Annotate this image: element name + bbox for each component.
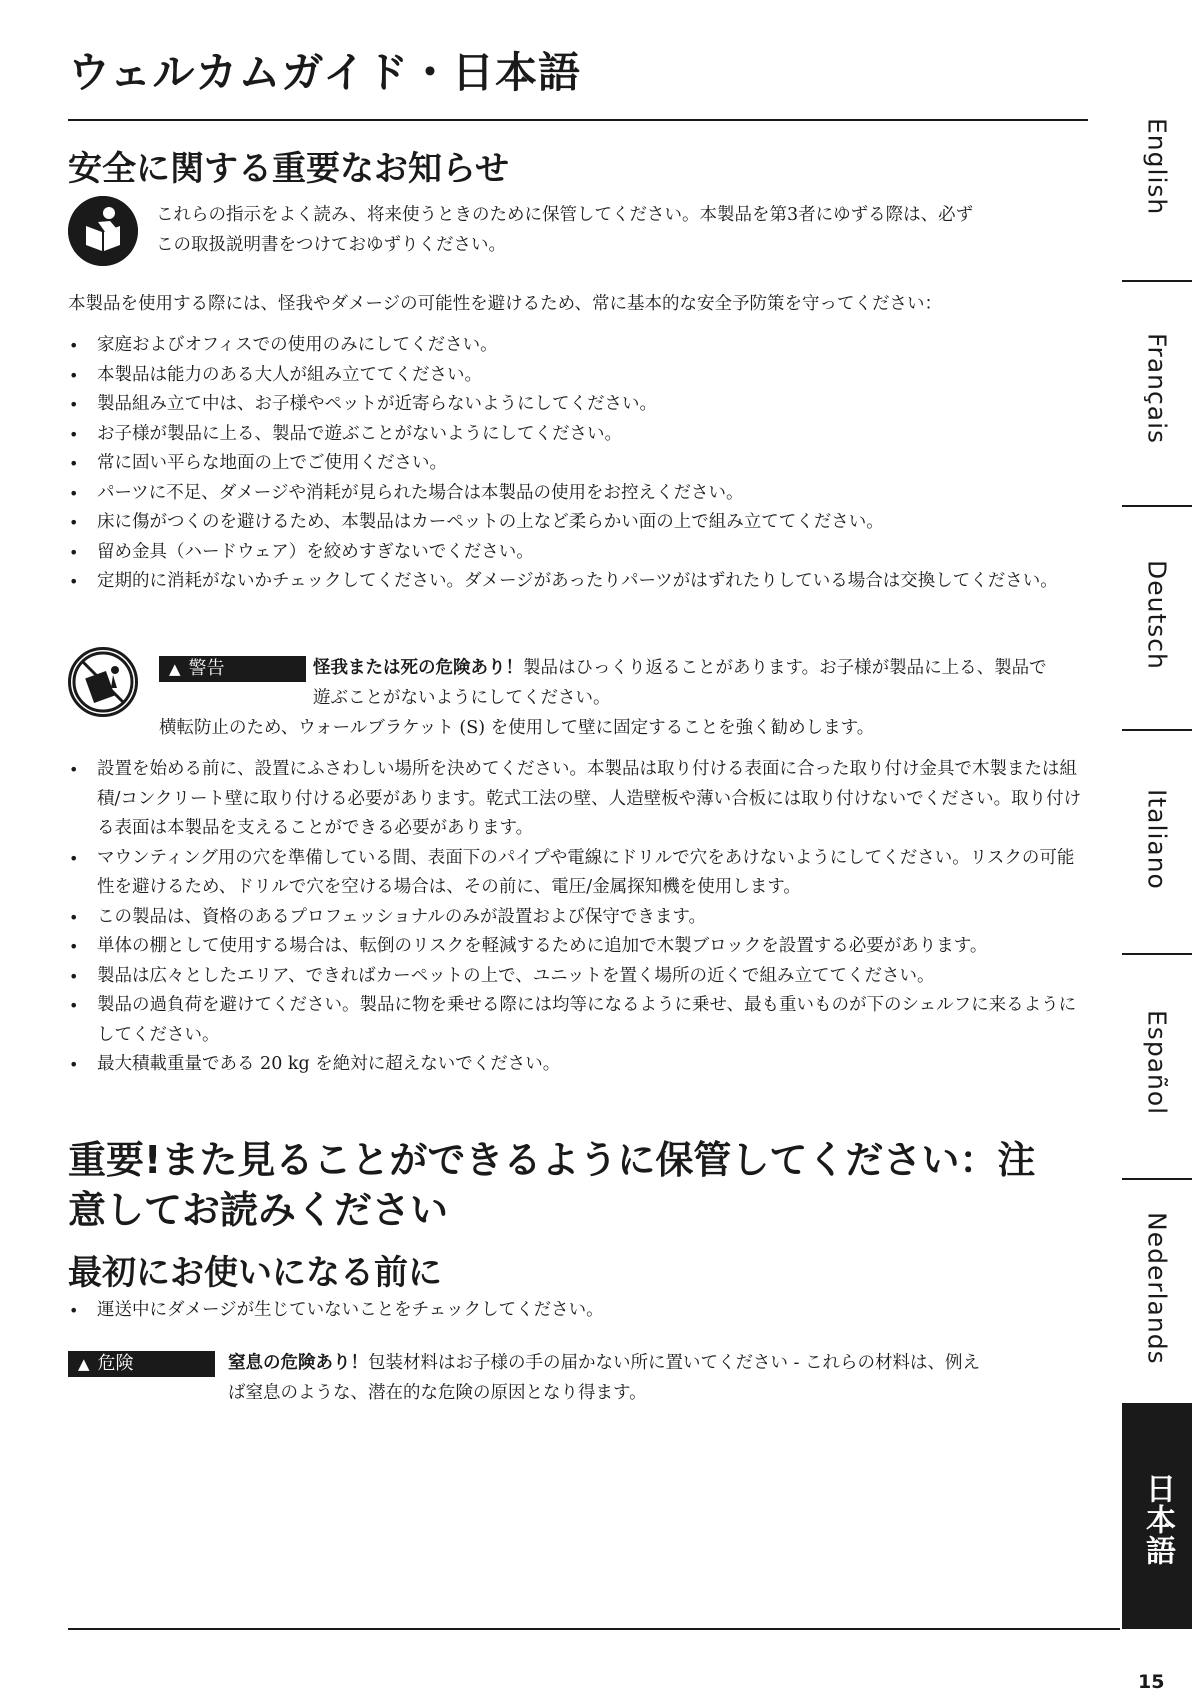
list-item: • 定期的に消耗がないかチェックしてください。ダメージがあったりパーツがはずれたりしている場合は交換してください。 xyxy=(68,567,1088,597)
tab-label: 日本語 xyxy=(1140,1473,1175,1566)
tab-espanol[interactable] xyxy=(1122,1010,1192,1170)
page-number: 15 xyxy=(1138,1671,1165,1693)
safety-intro-line2: この取扱説明書をつけておゆずりください。 xyxy=(156,235,506,255)
list-item: • 床に傷がつくのを避けるため、本製品はカーペットの上など柔らかい面の上で組み立ててください。 xyxy=(68,508,1088,538)
read-manual-icon xyxy=(68,196,138,266)
list-item: • 家庭およびオフィスでの使用のみにしてください。 xyxy=(68,331,1088,361)
safety-intro xyxy=(156,200,1086,260)
list-item: • 本製品は能力のある大人が組み立ててください。 xyxy=(68,361,1088,391)
danger-bold: 窒息の危険あり！ xyxy=(228,1353,368,1373)
list-item: • 設置を始める前に、設置にふさわしい場所を決めてください。本製品は取り付ける表面に合った取り付け金具で木製または組積/コンクリート壁に取り付ける必要があります。乾式工法の壁、人造壁板や薄い合板には取り付けないでください。取り付ける表面は本製品を支えることができる必要があります。 xyxy=(68,755,1088,844)
danger-line2: ば窒息のような、潜在的な危険の原因となり得ます。 xyxy=(228,1383,647,1403)
warning-bold: 怪我または死の危険あり！ xyxy=(313,658,523,678)
warning-follow: 横転防止のため、ウォールブラケット (S) を使用して壁に固定することを強く勧めします。 xyxy=(159,718,875,738)
title-divider xyxy=(68,119,1088,121)
list-item: • 常に固い平らな地面の上でご使用ください。 xyxy=(68,449,1088,479)
warning-label: 警告 xyxy=(188,658,225,679)
danger-text xyxy=(228,1348,1098,1408)
tab-english[interactable] xyxy=(1122,118,1192,278)
warning-badge xyxy=(159,656,306,682)
list-item: • 運送中にダメージが生じていないことをチェックしてください。 xyxy=(68,1296,1088,1326)
tab-divider xyxy=(1122,729,1192,731)
tab-label: Español xyxy=(1142,1010,1172,1116)
warning-text xyxy=(313,653,1063,713)
list-item: • この製品は、資格のあるプロフェッショナルのみが設置および保守できます。 xyxy=(68,903,1088,933)
footer-divider xyxy=(68,1628,1120,1630)
warning-triangle-icon: ▲ xyxy=(169,660,181,678)
list-item: • パーツに不足、ダメージや消耗が見られた場合は本製品の使用をお控えください。 xyxy=(68,479,1088,509)
first-use-list xyxy=(68,1296,1088,1326)
danger-triangle-icon: ▲ xyxy=(78,1355,90,1373)
tab-nederlands[interactable] xyxy=(1122,1212,1192,1402)
tab-italiano[interactable] xyxy=(1122,789,1192,949)
tab-deutsch[interactable] xyxy=(1122,560,1192,725)
danger-label: 危険 xyxy=(97,1353,134,1374)
safety-heading: 安全に関する重要なお知らせ xyxy=(68,149,509,189)
list-item: • 単体の棚として使用する場合は、転倒のリスクを軽減するために追加で木製ブロックを設置する必要があります。 xyxy=(68,932,1088,962)
tab-francais[interactable] xyxy=(1122,333,1192,503)
tab-japanese[interactable] xyxy=(1122,1403,1192,1629)
page-title: ウェルカムガイド・日本語 xyxy=(68,48,582,97)
tab-divider xyxy=(1122,1178,1192,1180)
list-item: • 製品の過負荷を避けてください。製品に物を乗せる際には均等になるように乗せ、最も重いものが下のシェルフに来るようにしてください。 xyxy=(68,991,1088,1050)
list-item: • マウンティング用の穴を準備している間、表面下のパイプや電線にドリルで穴をあけないようにしてください。リスクの可能性を避けるため、ドリルで穴を空ける場合は、その前に、電圧/金属探知機を使用します。 xyxy=(68,844,1088,903)
important-heading: 重要!また見ることができるように保管してください：注意してお読みください xyxy=(68,1138,1036,1232)
tab-divider xyxy=(1122,505,1192,507)
danger-badge xyxy=(68,1351,215,1377)
list-item: • 製品組み立て中は、お子様やペットが近寄らないようにしてください。 xyxy=(68,390,1088,420)
safety-intro-line1: これらの指示をよく読み、将来使うときのために保管してください。本製品を第3者にゆずる際は、必ず xyxy=(156,205,974,225)
tab-label: Deutsch xyxy=(1142,560,1172,670)
tab-label: Italiano xyxy=(1142,789,1172,890)
tab-label: Nederlands xyxy=(1142,1212,1172,1365)
list-item: • 留め金具（ハードウェア）を絞めすぎないでください。 xyxy=(68,538,1088,568)
warning-body: 製品はひっくり返ることがあります。お子様が製品に上る、製品で遊ぶことがないようにしてください。 xyxy=(313,658,1047,708)
precautions-intro: 本製品を使用する際には、怪我やダメージの可能性を避けるため、常に基本的な安全予防策を守ってください： xyxy=(68,294,942,314)
tip-over-hazard-icon xyxy=(68,647,138,717)
installation-list xyxy=(68,755,1088,1080)
tab-label: English xyxy=(1142,118,1172,216)
tab-label: Français xyxy=(1142,333,1172,445)
list-item: • お子様が製品に上る、製品で遊ぶことがないようにしてください。 xyxy=(68,420,1088,450)
danger-line1: 包装材料はお子様の手の届かない所に置いてください - これらの材料は、例え xyxy=(368,1353,981,1373)
list-item: • 製品は広々としたエリア、できればカーペットの上で、ユニットを置く場所の近くで組み立ててください。 xyxy=(68,962,1088,992)
tab-divider xyxy=(1122,953,1192,955)
precautions-list xyxy=(68,331,1088,597)
first-use-heading: 最初にお使いになる前に xyxy=(68,1253,442,1293)
tab-divider xyxy=(1122,280,1192,282)
list-item: • 最大積載重量である 20 kg を絶対に超えないでください。 xyxy=(68,1050,1088,1080)
